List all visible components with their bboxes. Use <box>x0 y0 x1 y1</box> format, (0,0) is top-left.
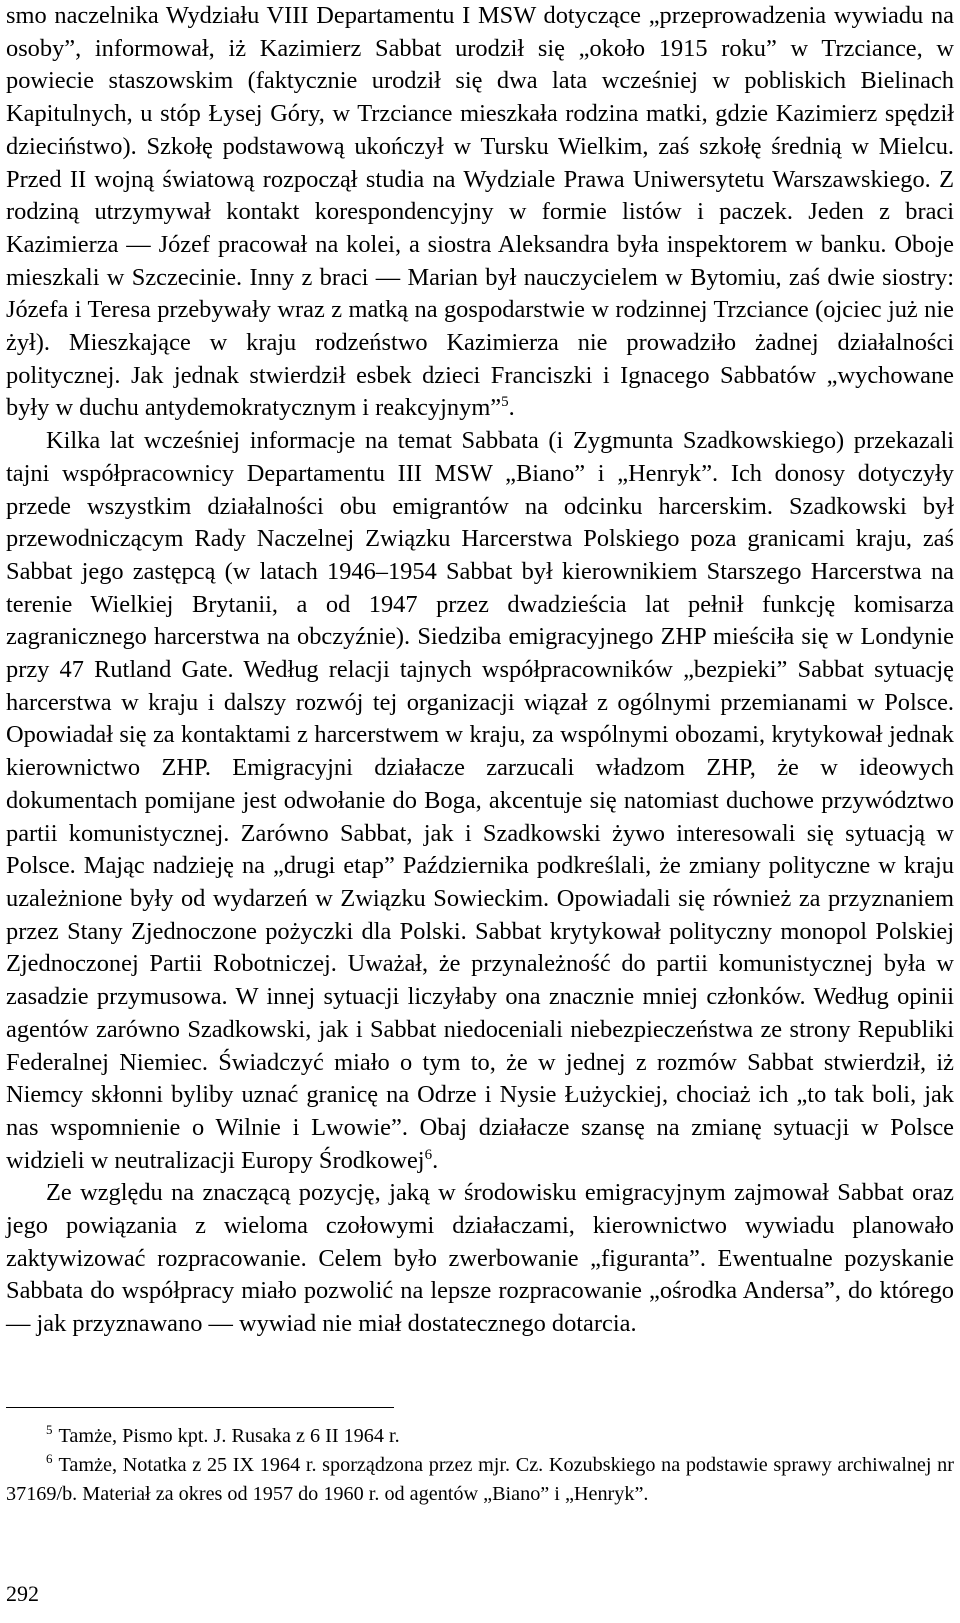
paragraph-3-text: Ze względu na znaczącą pozycję, jaką w środowisku emigracyjnym zajmował Sabbat oraz jego powiązania z wieloma czołowymi działaczami, kierownictwo wywiadu planowało zaktywizować rozpracowanie. Celem było zwerbowanie „figuranta”. Ewentualne pozyskanie Sabbata do współpracy miało pozwolić na lepsze rozpracowanie „ośrodka Andersa”, do którego — jak przyznawano — wywiad nie miał dostatecznego dotarcia. <box>6 1179 954 1338</box>
document-page <box>6 0 954 1341</box>
footnote-5-number: 5 <box>46 1422 53 1438</box>
paragraph-1 <box>6 0 954 425</box>
paragraph-1-end: . <box>508 394 515 422</box>
footnote-6 <box>6 1451 954 1509</box>
footnote-ref-5: 5 <box>501 394 509 411</box>
paragraph-2-text: Kilka lat wcześniej informacje na temat Sabbata (i Zygmunta Szadkowskiego) przekazali tajni współpracownicy Departamentu III MSW „Biano” i „Henryk”. Ich donosy dotyczyły przede wszystkim działalności obu emigrantów na odcinku harcerskim. Szadkowski był przewodniczącym Rady Naczelnej Związku Harcerstwa Polskiego poza granicami kraju, zaś Sabbat jego zastępcą (w latach 1946–1954 Sabbat był kierownikiem Starszego Harcerstwa na terenie Wielkiej Brytanii, a od 1947 przez dwadzieścia lat pełnił funkcję komisarza zagranicznego harcerstwa na obczyźnie). Siedziba emigracyjnego ZHP mieściła się w Londynie przy 47 Rutland Gate. Według relacji tajnych współpracowników „bezpieki” Sabbat sytuację harcerstwa w kraju i dalszy rozwój tej organizacji wiązał z ogólnymi przemianami w Polsce. Opowiadał się za kontaktami z harcerstwem w kraju, za wspólnymi obozami, krytykował jednak kierownictwo ZHP. Emigracyjni działacze zarzucali władzom ZHP, że w ideowych dokumentach pomijane jest odwołanie do Boga, akcentuje się natomiast duchowe przywództwo partii komunistycznej. Zarówno Sabbat, jak i Szadkowski żywo interesowali się sytuacją w Polsce. Mając nadzieję na „drugi etap” Października podkreślali, że zmiany polityczne w kraju uzależnione były od wydarzeń w Związku Sowieckim. Opowiadali się również za przyznaniem przez Stany Zjednoczone pożyczki dla Polski. Sabbat krytykował polityczny monopol Polskiej Zjednoczonej Partii Robotniczej. Uważał, że przynależność do partii komunistycznej była w zasadzie przymusowa. W innej sytuacji liczyłaby ona znacznie mniej członków. Według opinii agentów zarówno Szadkowski, jak i Sabbat niedoceniali niebezpieczeństwa ze strony Republiki Federalnej Niemiec. Świadczyć miało o tym to, że w jednej z rozmów Sabbat stwierdził, iż Niemcy skłonni byliby uznać granicę na Odrze i Nysie Łużyckiej, chociaż ich „to tak boli, jak nas wspomnienie o Wilnie i Lwowie”. Obaj działacze szansę na zmianę sytuacji w Polsce widzieli w neutralizacji Europy Środkowej <box>6 427 954 1174</box>
footnote-6-text: Tamże, Notatka z 25 IX 1964 r. sporządzona przez mjr. Cz. Kozubskiego na podstawie sprawy archiwalnej nr 37169/b. Materiał za okres od 1957 do 1960 r. od agentów „Biano” i „Henryk”. <box>6 1454 954 1505</box>
footnotes <box>6 1422 954 1509</box>
paragraph-1-text: smo naczelnika Wydziału VIII Departamentu I MSW dotyczące „przeprowadzenia wywiadu na osoby”, informował, iż Kazimierz Sabbat urodził się „około 1915 roku” w Trzciance, w powiecie staszowskim (faktycznie urodził się dwa lata wcześniej w pobliskich Bielinach Kapitulnych, u stóp Łysej Góry, w Trzciance mieszkała rodzina matki, gdzie Kazimierz spędził dzieciństwo). Szkołę podstawową ukończył w Tursku Wielkim, zaś szkołę średnią w Mielcu. Przed II wojną światową rozpoczął studia na Wydziale Prawa Uniwersytetu Warszawskiego. Z rodziną utrzymywał kontakt korespondencyjny w formie listów i paczek. Jeden z braci Kazimierza — Józef pracował na kolei, a siostra Aleksandra była inspektorem w banku. Oboje mieszkali w Szczecinie. Inny z braci — Marian był nauczycielem w Bytomiu, zaś dwie siostry: Józefa i Teresa przebywały wraz z matką na gospodarstwie w rodzinnej Trzciance (ojciec już nie żył). Mieszkające w kraju rodzeństwo Kazimierza nie prowadziło żadnej działalności politycznej. Jak jednak stwierdził esbek dzieci Franciszki i Ignacego Sabbatów „wychowane były w duchu antydemokratycznym i reakcyjnym” <box>6 2 954 422</box>
footnote-6-number: 6 <box>46 1451 53 1467</box>
paragraph-2-end: . <box>432 1146 439 1174</box>
paragraph-2 <box>6 425 954 1177</box>
paragraph-3 <box>6 1177 954 1341</box>
footnote-ref-6: 6 <box>424 1146 433 1163</box>
footnote-5 <box>6 1422 954 1451</box>
footnote-separator <box>6 1407 394 1408</box>
footnote-5-text: Tamże, Pismo kpt. J. Rusaka z 6 II 1964 r. <box>58 1425 400 1447</box>
page-number: 292 <box>6 1581 39 1606</box>
main-text <box>6 0 954 1341</box>
